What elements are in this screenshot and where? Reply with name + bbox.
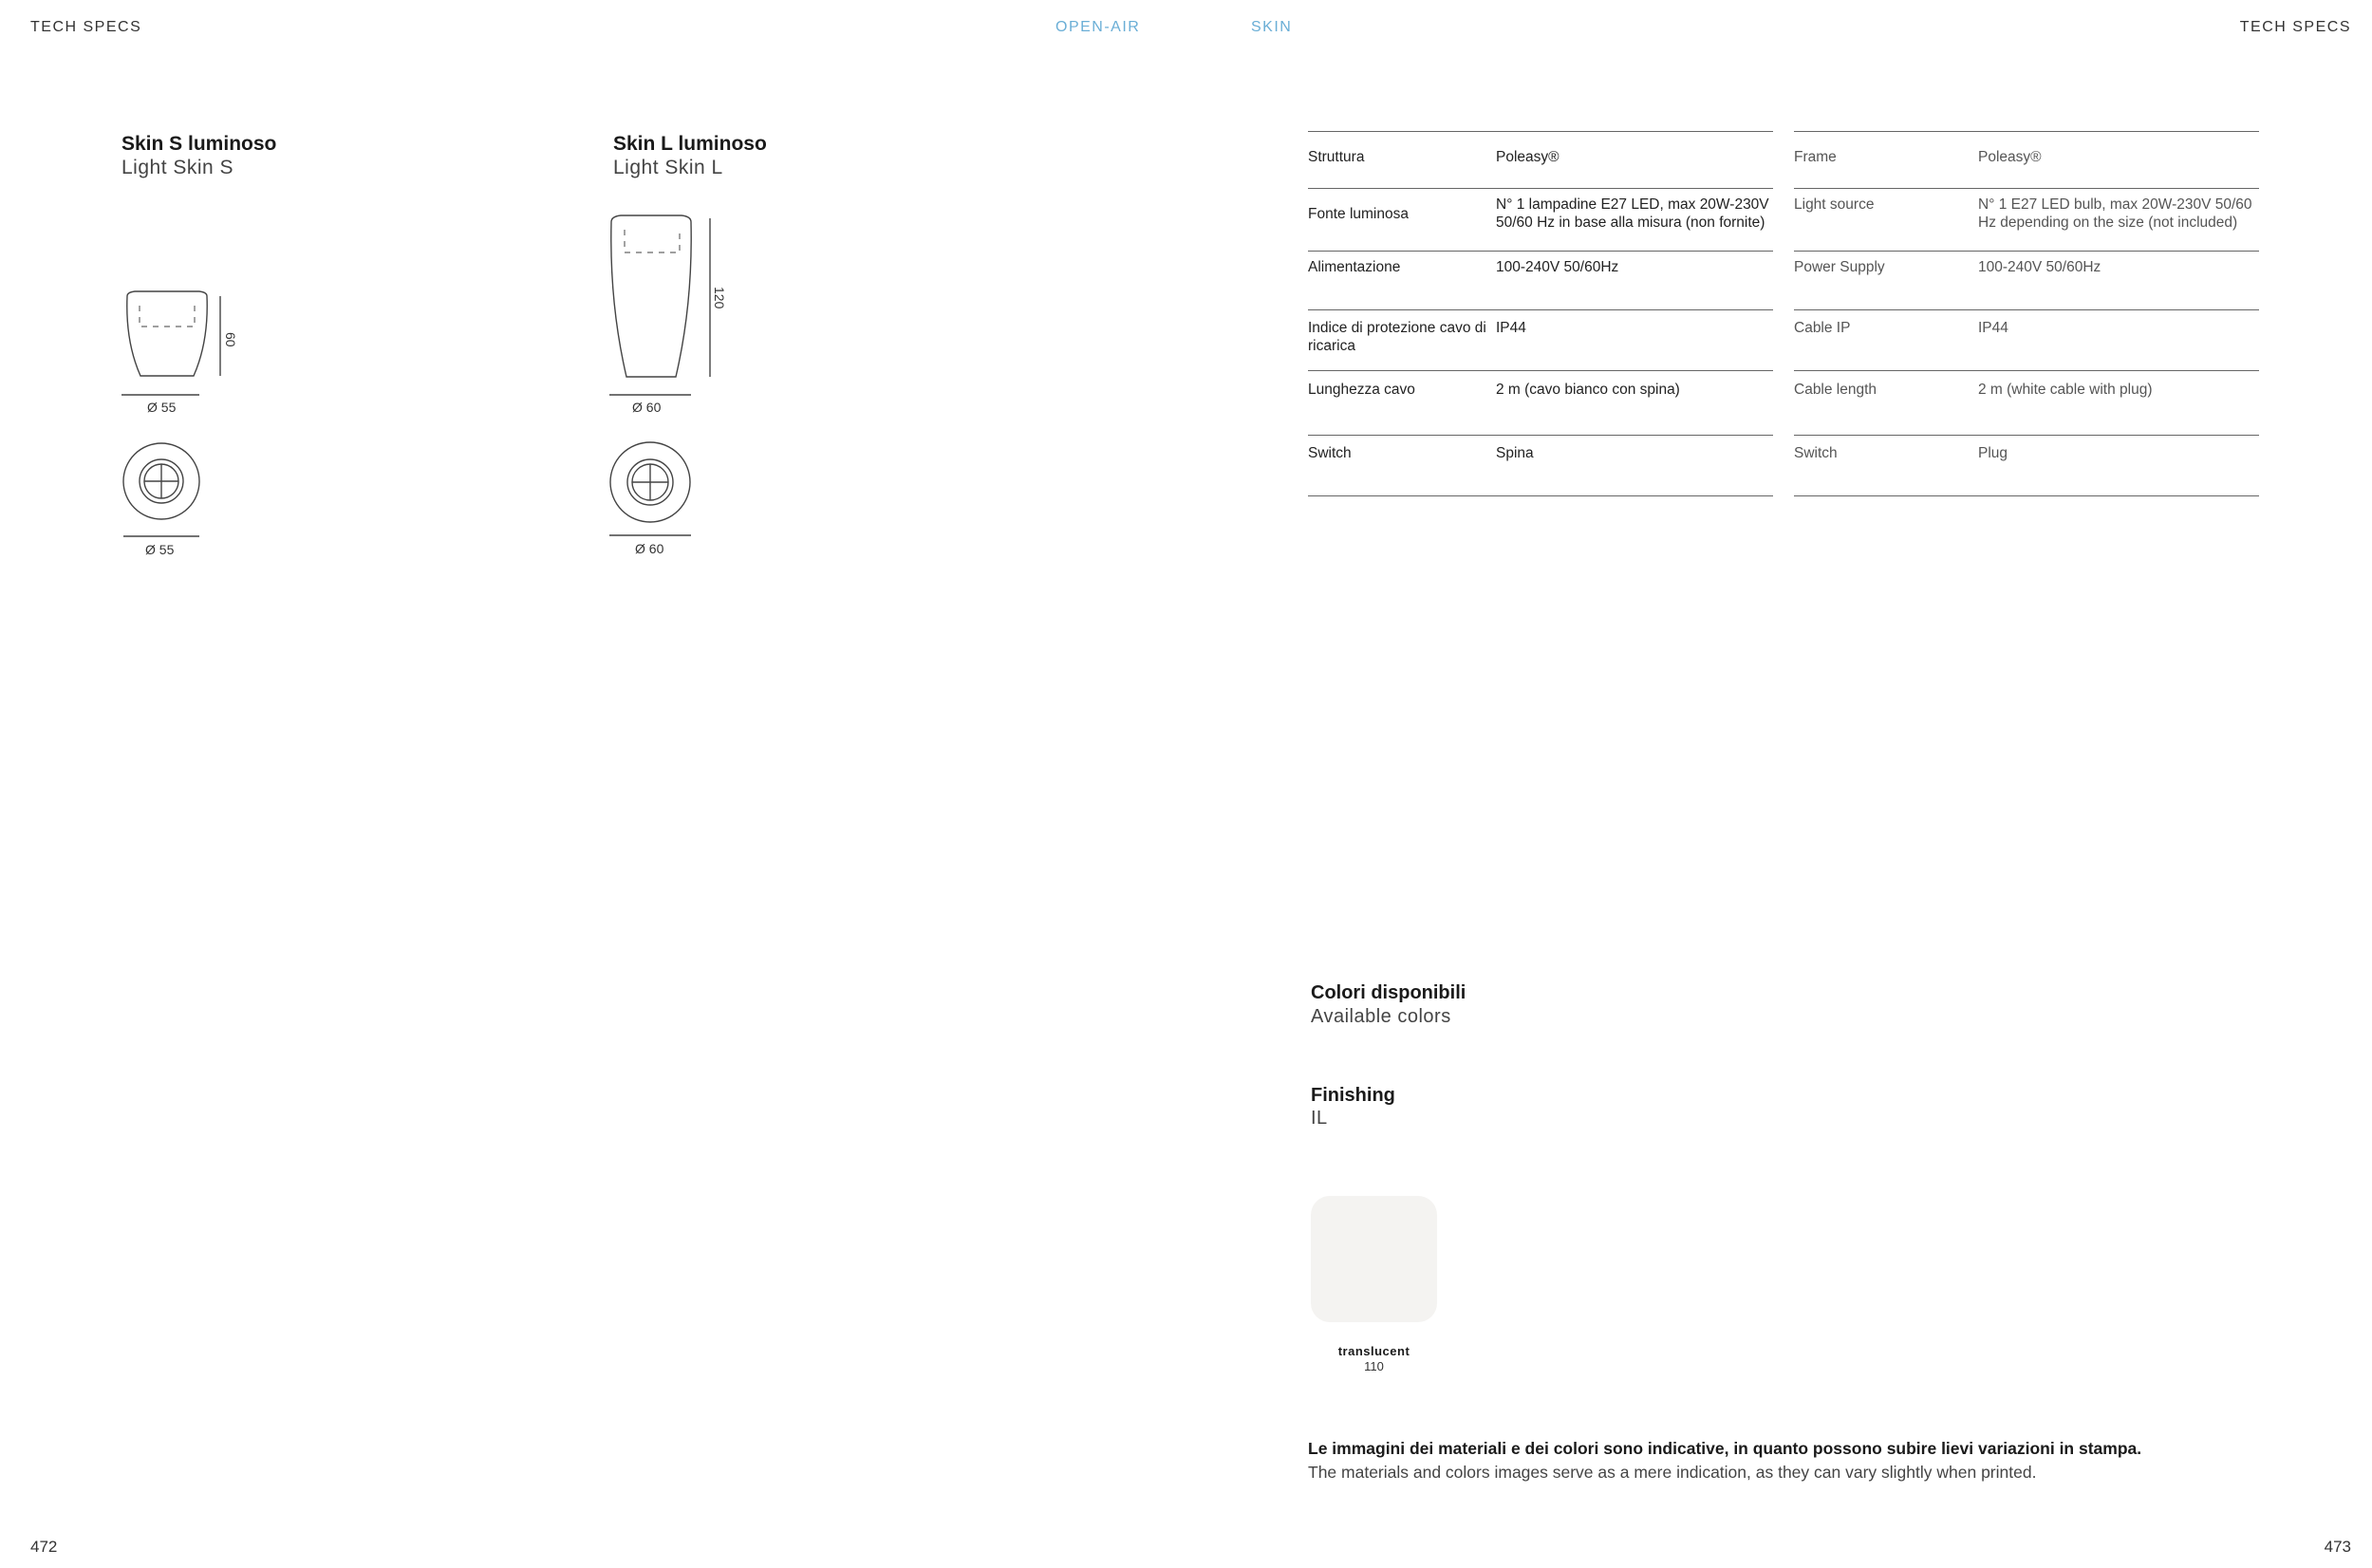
swatch-translucent (1311, 1196, 1437, 1322)
product-l-side-outline (611, 215, 691, 377)
spec-label: Lunghezza cavo (1308, 382, 1415, 398)
spec-label: Switch (1794, 445, 1838, 461)
spec-row (1308, 371, 1773, 436)
spec-label: Alimentazione (1308, 259, 1401, 275)
spec-row (1794, 132, 2259, 189)
header-product: SKIN (1251, 19, 1293, 35)
spec-value: N° 1 E27 LED bulb, max 20W-230V 50/60 Hz depending on the size (not included) (1978, 196, 2252, 231)
spec-row (1308, 310, 1773, 371)
header-right: TECH SPECS (2239, 19, 2351, 35)
spec-label: Cable IP (1794, 320, 1851, 336)
product-l-inner-outline (625, 230, 680, 252)
product-s-subtitle: Light Skin S (121, 157, 234, 178)
note-italian: Le immagini dei materiali e dei colori sono indicative, in quanto possono subire lievi variazioni in stampa. (1308, 1439, 2142, 1458)
spec-label: Power Supply (1794, 259, 1885, 275)
spec-row (1794, 371, 2259, 436)
product-l-subtitle: Light Skin L (613, 157, 723, 178)
spec-value: 100-240V 50/60Hz (1496, 259, 1619, 275)
product-s-height-label: 60 (223, 332, 238, 347)
spec-table-it (1308, 131, 1773, 496)
finishing-title: Finishing (1311, 1085, 1395, 1106)
spec-value: Poleasy® (1496, 149, 1560, 165)
spec-value: N° 1 lampadine E27 LED, max 20W-230V 50/60 Hz in base alla misura (non fornite) (1496, 196, 1769, 231)
spec-label: Indice di protezione cavo di ricarica (1308, 320, 1486, 354)
spec-label: Fonte luminosa (1308, 206, 1409, 222)
page-number-left: 472 (30, 1538, 58, 1556)
spec-row (1308, 189, 1773, 252)
colors-subtitle: Available colors (1311, 1006, 1451, 1027)
spec-row (1794, 252, 2259, 310)
spec-label: Light source (1794, 196, 1875, 213)
note-english: The materials and colors images serve as a mere indication, as they can vary slightly when printed. (1308, 1463, 2037, 1482)
colors-title: Colori disponibili (1311, 982, 1466, 1003)
finishing-code: IL (1311, 1108, 1328, 1129)
product-s-side-outline (127, 291, 207, 376)
spec-row (1794, 310, 2259, 371)
product-s-top-diameter-label: Ø 55 (145, 542, 175, 557)
spec-value: Spina (1496, 445, 1534, 461)
product-l-height-label: 120 (712, 287, 727, 309)
product-l-side-diameter-label: Ø 60 (632, 400, 662, 415)
spec-label: Struttura (1308, 149, 1365, 165)
spec-value: Poleasy® (1978, 149, 2042, 165)
product-s-inner-outline (140, 306, 195, 327)
page-number-right: 473 (2324, 1538, 2351, 1556)
product-l-title: Skin L luminoso (613, 133, 767, 155)
spec-label: Frame (1794, 149, 1837, 165)
product-s-title: Skin S luminoso (121, 133, 277, 155)
spec-value: 2 m (white cable with plug) (1978, 382, 2153, 398)
spec-row (1308, 252, 1773, 310)
product-l-drawing (606, 209, 757, 569)
spec-value: 100-240V 50/60Hz (1978, 259, 2101, 275)
spec-row (1308, 436, 1773, 496)
product-s-drawing (114, 285, 266, 569)
swatch-name: translucent (1337, 1344, 1410, 1358)
spec-label: Cable length (1794, 382, 1877, 398)
spec-table-en (1794, 131, 2259, 496)
spec-value: Plug (1978, 445, 2008, 461)
product-s-side-diameter-label: Ø 55 (147, 400, 177, 415)
swatch-code: 110 (1364, 1359, 1384, 1373)
spec-value: IP44 (1496, 320, 1526, 336)
header-category: OPEN-AIR (1055, 19, 1141, 35)
spec-value: 2 m (cavo bianco con spina) (1496, 382, 1680, 398)
spec-row (1794, 436, 2259, 496)
spec-row (1308, 132, 1773, 189)
spec-value: IP44 (1978, 320, 2008, 336)
product-l-top-diameter-label: Ø 60 (635, 541, 664, 556)
header-left: TECH SPECS (30, 19, 142, 35)
spec-row (1794, 189, 2259, 252)
spec-label: Switch (1308, 445, 1352, 461)
